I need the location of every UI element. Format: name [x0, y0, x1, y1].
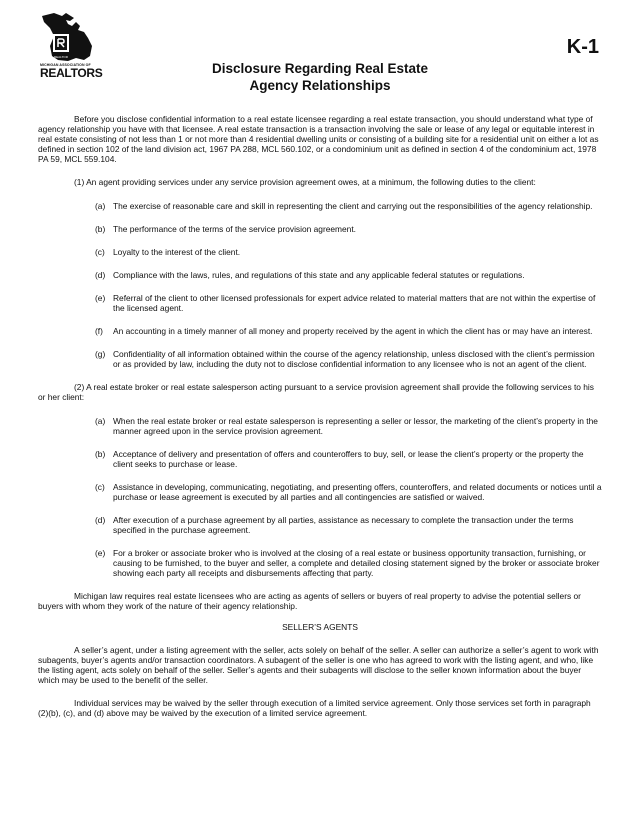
list-item	[95, 482, 602, 502]
item-text: The exercise of reasonable care and skill in representing the client and carrying out the responsibilities of the agency relationship.	[113, 201, 593, 211]
list-item	[95, 201, 602, 211]
section-1-list	[38, 201, 602, 369]
item-label: (e)	[95, 548, 106, 558]
item-label: (b)	[95, 449, 106, 459]
section-1-lead: (1) An agent providing services under any service provision agreement owes, at a minimum, the following duties to the client:	[74, 177, 536, 187]
sellers-agents-paragraph-1: A seller’s agent, under a listing agreement with the seller, acts solely on behalf of the seller. A seller can authorize a seller’s agent to work with subagents, buyer’s agents and/or transaction coordinators. A subagent of the seller is one who has agreed to work with the listing agent, and who, like the listing agent, acts solely on behalf of the seller. Seller’s agents and their subagents will disclose to the seller known information about the buyer which may be used to the benefit of the seller.	[38, 645, 599, 685]
logo-realtors-text: REALTORS	[40, 66, 103, 80]
item-label: (c)	[95, 247, 105, 257]
item-text: For a broker or associate broker who is involved at the closing of a real estate or business opportunity transaction, furnishing, or causing to be furnished, to the buyer and seller, a complete and detailed closing statement signed by the broker or associate broker showing each party all receipts and disbursements affecting that party.	[113, 548, 600, 578]
section-2-lead: (2) A real estate broker or real estate salesperson acting pursuant to a service provision agreement shall provide the following services to his or her client:	[38, 382, 594, 402]
list-item	[95, 224, 602, 234]
list-item	[95, 293, 602, 313]
logo-mark-text: REALTOR	[54, 55, 68, 59]
item-text: Assistance in developing, communicating, negotiating, and presenting offers, counteroffers, and related documents or notices until a purchase or lease agreement is executed by all parties and all contingencies are satisfied or waived.	[113, 482, 602, 502]
document-title	[0, 60, 640, 94]
item-text: Referral of the client to other licensed professionals for expert advice related to material matters that are not within the expertise of the licensed agent.	[113, 293, 596, 313]
item-label: (g)	[95, 349, 106, 359]
title-line-1: Disclosure Regarding Real Estate	[211, 61, 429, 76]
item-text: After execution of a purchase agreement by all parties, assistance as necessary to complete the transaction under the terms specified in the purchase agreement.	[113, 515, 574, 535]
list-item	[95, 349, 602, 369]
document-body	[38, 114, 602, 718]
intro-paragraph: Before you disclose confidential information to a real estate licensee regarding a real estate transaction, you should understand what type of agency relationship you have with that licensee. A real estate transaction is a transaction involving the sale or lease of any legal or equitable interest in real estate consisting of not less than 1 or not more than 4 residential dwelling units or consisting of a building site for a residential unit on either a lot as defined in section 102 of the land division act, 1967 PA 288, MCL 560.102, or a condominium unit as defined in section 4 of the condominium act, 1978 PA 59, MCL 559.104.	[38, 114, 599, 164]
sellers-agents-paragraph-2: Individual services may be waived by the seller through execution of a limited service agreement. Only those services set forth in paragraph (2)(b), (c), and (d) above may be waived by the execution of a limited service agreement.	[38, 698, 591, 718]
item-text: When the real estate broker or real estate salesperson is representing a seller or lessor, the marketing of the client’s property in the manner agreed upon in the service provision agreement.	[113, 416, 598, 436]
item-text: An accounting in a timely manner of all money and property received by the agent in which the client has or may have an interest.	[113, 326, 593, 336]
section-2-list	[38, 416, 602, 578]
list-item	[95, 326, 602, 336]
item-label: (a)	[95, 201, 106, 211]
item-label: (b)	[95, 224, 106, 234]
item-text: Confidentiality of all information obtained within the course of the agency relationship, unless disclosed with the client’s permission or as provided by law, including the duty not to disclose confidential information to any licensee who is not an agent of the client.	[113, 349, 595, 369]
form-code: K-1	[566, 36, 599, 58]
sellers-agents-heading: SELLER’S AGENTS	[282, 622, 358, 632]
list-item	[95, 270, 602, 280]
list-item	[95, 416, 602, 436]
item-label: (a)	[95, 416, 106, 426]
list-item	[95, 515, 602, 535]
item-text: The performance of the terms of the service provision agreement.	[113, 224, 356, 234]
item-label: (d)	[95, 270, 106, 280]
list-item	[95, 449, 602, 469]
item-label: (d)	[95, 515, 106, 525]
michigan-map-icon	[40, 12, 94, 62]
item-text: Acceptance of delivery and presentation of offers and counteroffers to buy, sell, or lease the client’s property or the property the client seeks to purchase or lease.	[113, 449, 584, 469]
title-line-2: Agency Relationships	[249, 78, 391, 93]
item-label: (e)	[95, 293, 106, 303]
item-text: Loyalty to the interest of the client.	[113, 247, 241, 257]
item-text: Compliance with the laws, rules, and regulations of this state and any applicable federal statutes or regulations.	[113, 270, 525, 280]
michigan-law-paragraph: Michigan law requires real estate licensees who are acting as agents of sellers or buyers of real property to advise the potential sellers or buyers with whom they work of the nature of their agency relationship.	[38, 591, 581, 611]
item-label: (f)	[95, 326, 103, 336]
item-label: (c)	[95, 482, 105, 492]
logo-association-text: MICHIGAN ASSOCIATION OF	[40, 63, 91, 67]
list-item	[95, 548, 602, 578]
list-item	[95, 247, 602, 257]
